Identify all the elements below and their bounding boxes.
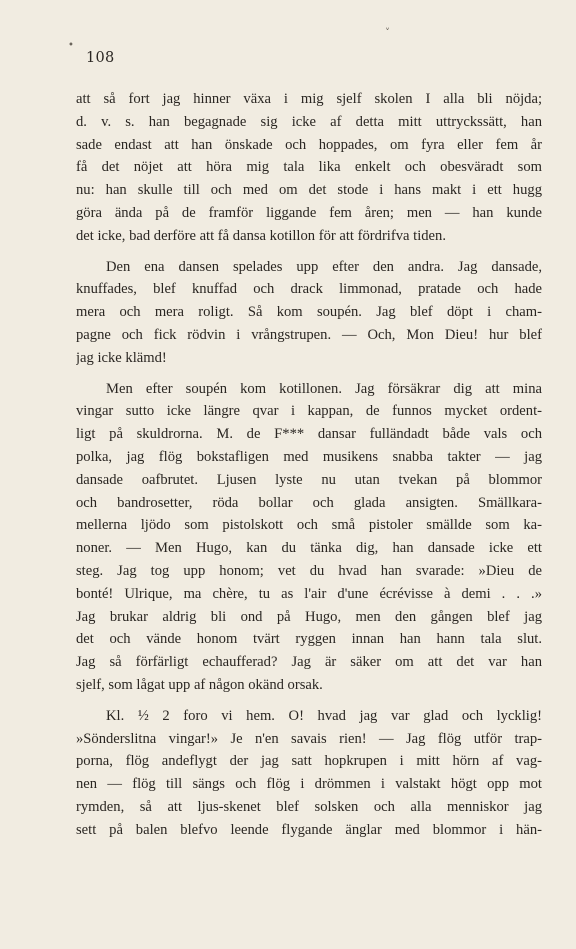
text-line: mellerna ljödo som pistolskott och små pistoler smällde som ka- xyxy=(76,517,542,534)
text-line: »Sönderslitna vingar!» Je n'en savais rien! — Jag flög utför trap- xyxy=(76,730,542,747)
text-line: Men efter soupén kom kotillonen. Jag försäkrar dig att mina xyxy=(106,380,542,397)
text-line: det och vände honom tvärt ryggen innan han hann tala slut. xyxy=(76,631,542,648)
text-line: d. v. s. han begagnade sig icke af detta mitt uttryckssätt, han xyxy=(76,113,542,130)
paragraph xyxy=(76,256,542,370)
text-line: noner. — Men Hugo, kan du tänka dig, han dansade icke ett xyxy=(76,540,542,557)
text-line: Jag brukar aldrig bli ond på Hugo, men den gången blef jag xyxy=(76,608,542,625)
body-text xyxy=(76,88,542,850)
print-speck: • xyxy=(68,40,74,51)
text-line: Jag så förfärligt echaufferad? Jag är säker om att det var han xyxy=(76,654,542,671)
text-line: porna, flög andeflygt der jag satt hopkrupen i mitt hörn af vag- xyxy=(76,753,542,770)
text-line: dansade oafbrutet. Ljusen lyste nu utan tvekan på blommor xyxy=(76,471,542,488)
text-line: polka, jag flög bokstafligen med musikens snabba takter — jag xyxy=(76,448,542,465)
text-line: sett på balen blefvo leende flygande änglar med blommor i hän- xyxy=(76,821,542,838)
text-line: rymden, så att ljus-skenet blef solsken och alla menniskor jag xyxy=(76,798,542,815)
paragraph xyxy=(76,705,542,842)
text-line: nen — flög till sängs och flög i drömmen i valstakt högt opp mot xyxy=(76,776,542,793)
text-line: få det nöjet att höra mig tala lika enkelt och obesväradt som xyxy=(76,159,542,176)
print-speck: ˅ xyxy=(385,28,390,39)
text-line: mera och mera roligt. Så kom soupén. Jag blef döpt i cham- xyxy=(76,304,542,321)
text-line: vingar sutto icke längre qvar i kappan, de funnos mycket ordent- xyxy=(76,403,542,420)
text-line: knuffades, blef knuffad och drack limmonad, pratade och hade xyxy=(76,281,542,298)
text-line: att så fort jag hinner växa i mig sjelf skolen I alla bli nöjda; xyxy=(76,91,542,107)
text-line: steg. Jag tog upp honom; vet du hvad han svarade: »Dieu de xyxy=(76,562,542,579)
text-line: och bandrosetter, röda bollar och glada ansigten. Smällkara- xyxy=(76,494,542,511)
page-number: 108 xyxy=(86,50,115,66)
text-line: sade endast att han önskade och hoppades, om fyra eller fem år xyxy=(76,136,542,153)
paragraph xyxy=(76,88,542,248)
text-line: Kl. ½ 2 foro vi hem. O! hvad jag var glad och lycklig! xyxy=(106,707,542,724)
text-line: ligt på skuldrorna. M. de F*** dansar fulländadt både vals och xyxy=(76,426,542,443)
text-line: jag icke klämd! xyxy=(76,349,167,366)
text-line: Den ena dansen spelades upp efter den andra. Jag dansade, xyxy=(106,258,542,275)
text-line: bonté! Ulrique, ma chère, tu as l'air d'une écrévisse à demi . . .» xyxy=(76,585,542,602)
text-line: pagne och fick rödvin i vrångstrupen. — Och, Mon Dieu! hur blef xyxy=(76,326,542,343)
text-line: sjelf, som lågat upp af någon okänd orsak. xyxy=(76,676,323,693)
paragraph xyxy=(76,378,542,697)
text-line: göra ända på de framför liggande fem åren; men — han kunde xyxy=(76,204,542,221)
text-line: det icke, bad derföre att få dansa kotillon för att fördrifva tiden. xyxy=(76,227,446,244)
text-line: nu: han skulle till och med om det stode i hans makt i ett hugg xyxy=(76,182,542,199)
